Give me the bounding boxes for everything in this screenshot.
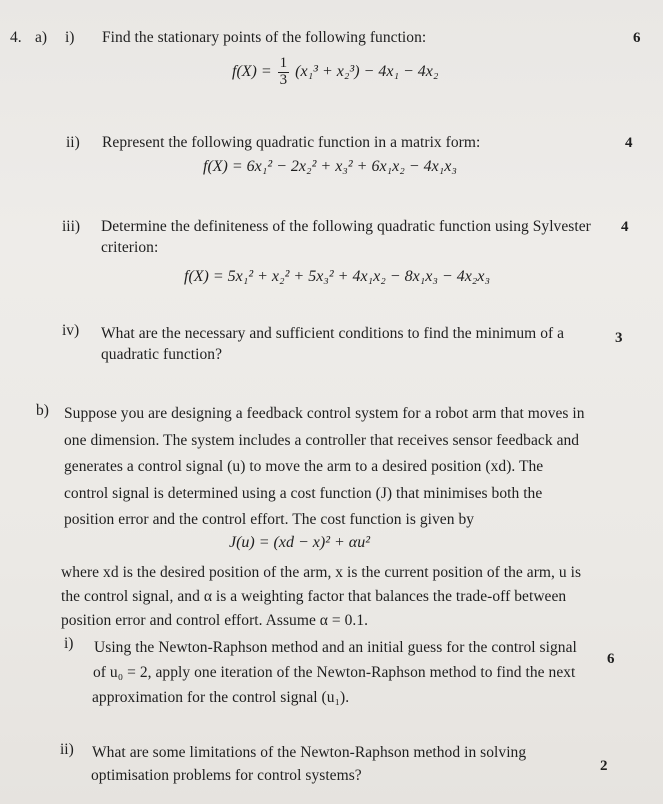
part-a-ii-label: ii) — [66, 134, 80, 151]
part-a-i-text: Find the stationary points of the following function: — [102, 29, 427, 46]
equation-a-i-rhs: (x₁³ + x₂³) − 4x₁ − 4x₂ — [295, 62, 439, 80]
part-a-iv-text-line2: quadratic function? — [101, 346, 223, 363]
one-third-fraction — [278, 56, 290, 89]
part-a-iii-text-line1: Determine the definiteness of the following quadratic function using Sylvester — [101, 218, 591, 235]
part-b-i-line-1: Using the Newton-Raphson method and an initial guess for the control signal — [94, 639, 577, 656]
fraction-denominator: 3 — [279, 71, 288, 88]
equation-a-ii: f(X) = 6x₁² − 2x₂² + x₃² + 6x₁x₂ − 4x₁x₃ — [203, 158, 457, 175]
part-b-after-line-2: the control signal, and α is a weighting factor that balances the trade-off between — [61, 588, 567, 605]
part-b-i-line-2: of u₀ = 2, apply one iteration of the Newton-Raphson method to find the next — [93, 664, 576, 681]
part-b-ii-label: ii) — [60, 741, 74, 758]
fraction-numerator: 1 — [279, 55, 288, 71]
question-number: 4. — [10, 29, 22, 46]
equation-a-i — [232, 56, 438, 89]
part-b-line-1: Suppose you are designing a feedback control system for a robot arm that moves in — [64, 405, 585, 422]
part-a-ii-text: Represent the following quadratic function in a matrix form: — [102, 134, 481, 151]
part-b-ii-marks: 2 — [600, 758, 608, 774]
part-b-line-4: control signal is determined using a cost function (J) that minimises both the — [64, 485, 543, 502]
part-a-iii-marks: 4 — [621, 219, 629, 235]
part-b-after-line-3: position error and control effort. Assume α = 0.1. — [61, 612, 369, 629]
part-b-line-3: generates a control signal (u) to move the arm to a desired position (xd). The — [64, 458, 544, 475]
part-b-i-marks: 6 — [607, 651, 615, 667]
part-a-iv-text-line1: What are the necessary and sufficient conditions to find the minimum of a — [101, 325, 565, 342]
part-a-ii-marks: 4 — [625, 135, 633, 151]
part-b-ii-line-2: optimisation problems for control systems? — [91, 767, 362, 784]
part-a-iv-label: iv) — [62, 322, 80, 339]
part-a-iii-label: iii) — [62, 218, 81, 235]
part-a-i-label: i) — [65, 29, 75, 46]
part-a-iii-text-line2: criterion: — [101, 239, 159, 256]
equation-a-iii: f(X) = 5x₁² + x₂² + 5x₃² + 4x₁x₂ − 8x₁x₃ − 4x₂x₃ — [184, 268, 491, 285]
part-a-i-marks: 6 — [633, 30, 641, 46]
part-b-line-2: one dimension. The system includes a controller that receives sensor feedback and — [64, 432, 580, 449]
part-b-line-5: position error and the control effort. The cost function is given by — [64, 511, 475, 528]
equation-a-i-lhs: f(X) = — [232, 62, 272, 80]
part-b-i-label: i) — [64, 635, 74, 652]
part-b-i-line-3: approximation for the control signal (u₁). — [92, 689, 350, 706]
part-b-ii-line-1: What are some limitations of the Newton-Raphson method in solving — [92, 744, 527, 761]
part-a-label: a) — [35, 29, 48, 46]
part-b-after-line-1: where xd is the desired position of the arm, x is the current position of the arm, u is — [61, 564, 582, 581]
part-b-label: b) — [36, 402, 49, 419]
cost-function-equation: J(u) = (xd − x)² + αu² — [229, 534, 370, 551]
part-a-iv-marks: 3 — [615, 330, 623, 346]
